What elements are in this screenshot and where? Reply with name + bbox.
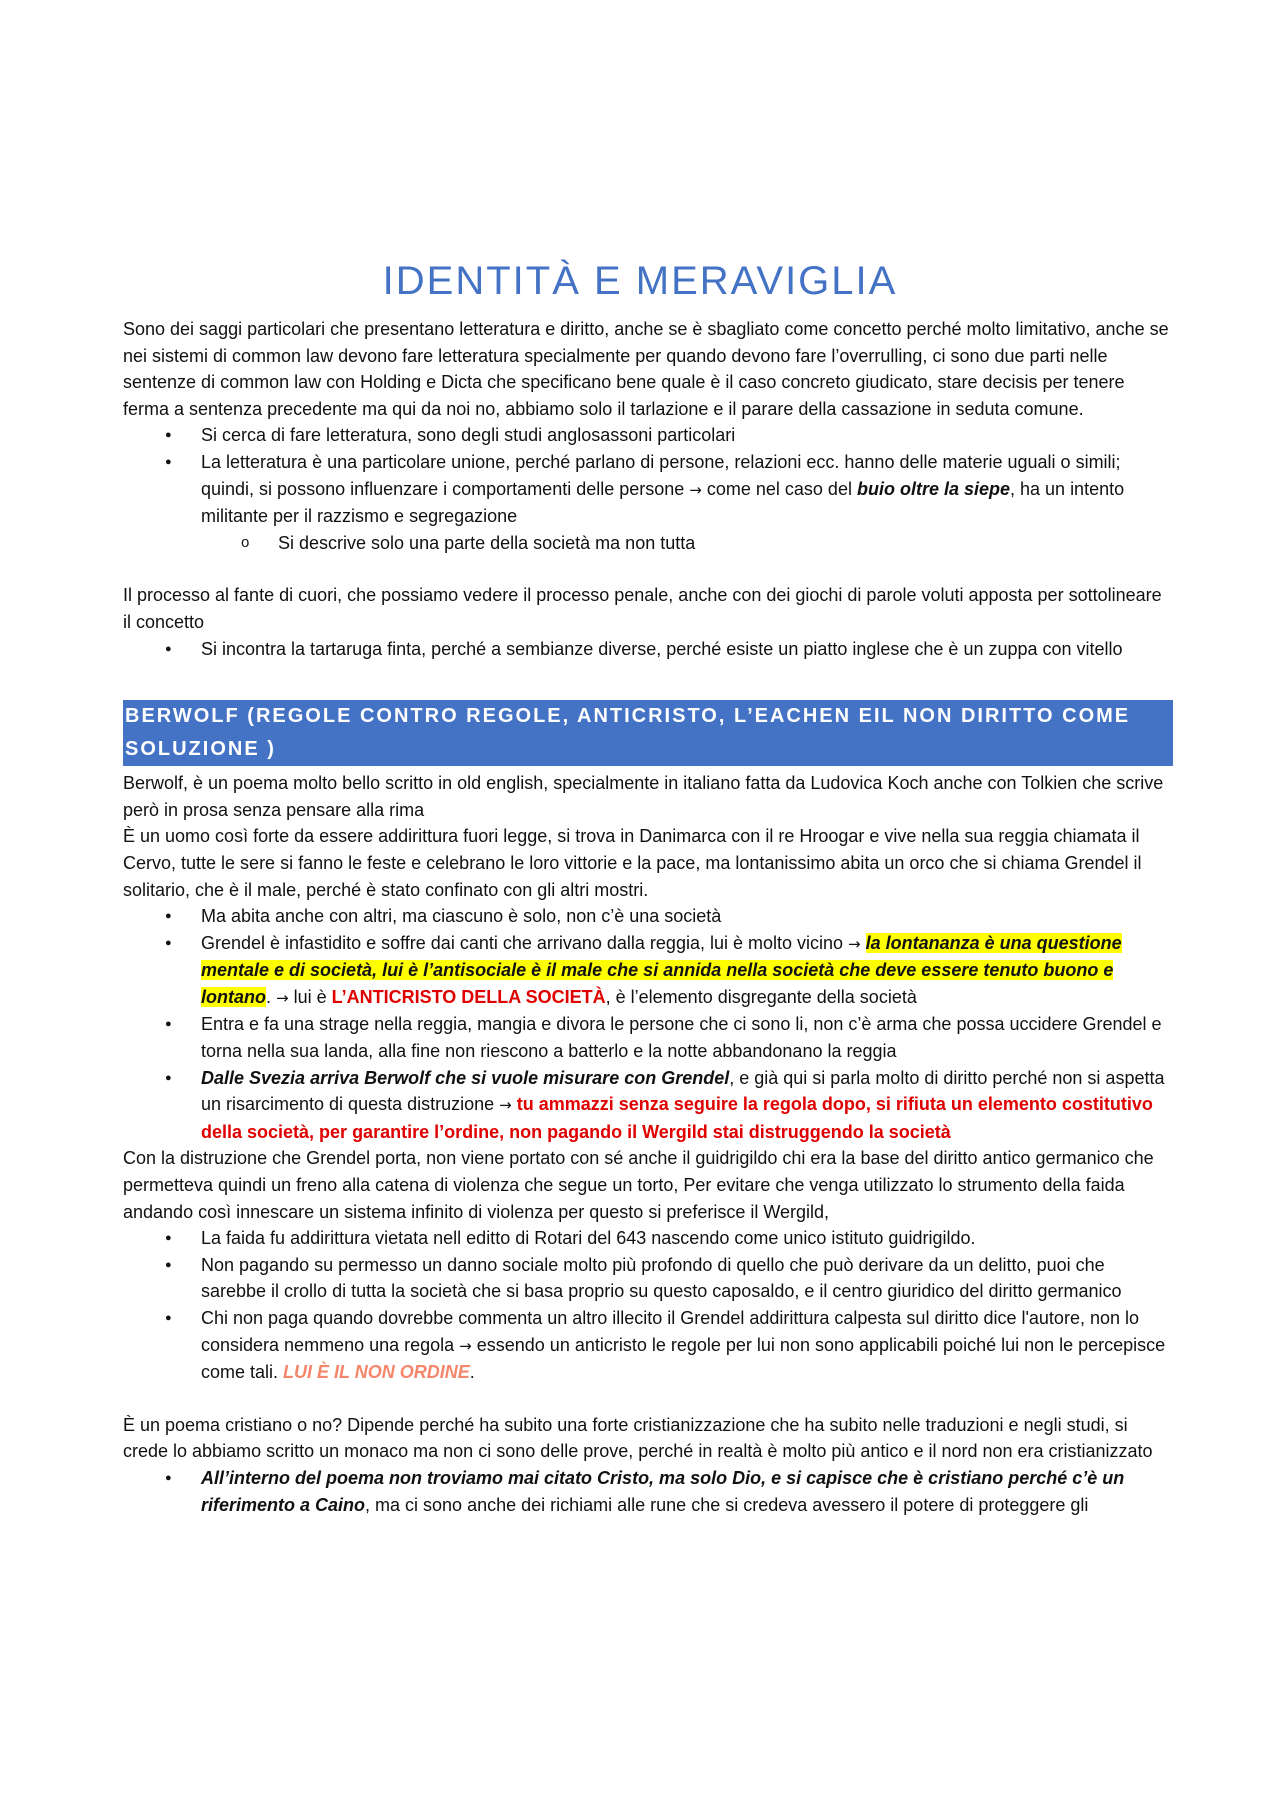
berwolf-paragraph-2: È un uomo così forte da essere addirittura fuori legge, si trova in Danimarca con il re Hroogar e vive nella sua reggia chiamata il Cervo, tutte le sere si fanno le feste e celebrano le loro vittorie e la pace, ma lontanissimo abita un orco che si chiama Grendel il solitario, che è il male, perché è stato confinato con gli altri mostri. [123,826,1142,900]
document-body [123,316,1173,1518]
list-item: ● All’interno del poema non troviamo mai citato Cristo, ma solo Dio, e si capisce che è cristiano perché c’è un riferimento a Caino, ma ci sono anche dei richiami alle rune che si credeva avessero il potere di proteggere gli [123,1465,1173,1518]
list-item: ● Si incontra la tartaruga finta, perché a sembianze diverse, perché esiste un piatto inglese che è un zuppa con vitello [123,636,1173,663]
berwolf-bullet-list [123,903,1173,1145]
list-item: ● La letteratura è una particolare unione, perché parlano di persone, relazioni ecc. hanno delle materie uguali o simili; quindi, si possono influenzare i comportamenti delle persone → come nel caso del buio oltre la siepe, ha un intento militante per il razzismo e segregazione [123,449,1173,530]
faida-bullet-list [123,1225,1173,1386]
processo-bullet-list [123,636,1173,663]
intro-paragraph: Sono dei saggi particolari che presentano letteratura e diritto, anche se è sbagliato come concetto perché molto limitativo, anche se nei sistemi di common law devono fare letteratura specialmente per quando devono fare l’overrulling, ci sono due parti nelle sentenze di common law con Holding e Dicta che specificano bene quale è il caso concreto giudicato, stare decisis per tenere ferma a sentenza precedente ma qui da noi no, abbiamo solo il tarlazione e il parare della cassazione in seduta comune. [123,319,1169,419]
list-item: ● Entra e fa una strage nella reggia, mangia e divora le persone che ci sono li, non c’è arma che possa uccidere Grendel e torna nella sua landa, alla fine non riescono a batterlo e la notte abbandonano la reggia [123,1011,1173,1064]
poema-paragraph: È un poema cristiano o no? Dipende perché ha subito una forte cristianizzazione che ha subito nelle traduzioni e negli studi, si crede lo abbiamo scritto un monaco ma non ci sono delle prove, perché in realtà è molto più antico e il nord non era cristianizzato [123,1414,1153,1462]
arrow-icon: → [459,1336,472,1355]
arrow-icon: → [689,480,702,499]
list-item: ● Chi non paga quando dovrebbe commenta un altro illecito il Grendel addirittura calpesta sul diritto dice l'autore, non lo considera nemmeno una regola → essendo un anticristo le regole per lui non sono applicabili poiché lui non le percepisce come tali. LUI È IL NON ORDINE. [123,1305,1173,1386]
list-item: ● Si cerca di fare letteratura, sono degli studi anglosassoni particolari [123,422,1173,449]
berwolf-paragraph-3: Con la distruzione che Grendel porta, non viene portato con sé anche il guidrigildo chi era la base del diritto antico germanico che permetteva quindi un freno alla catena di violenza che segue un torto, Per evitare che venga utilizzato lo strumento della faida andando così innescare un sistema infinito di violenza per questo si preferisce il Wergild, [123,1148,1154,1222]
sub-list-item: o Si descrive solo una parte della società ma non tutta [123,530,1173,557]
list-item: ● Ma abita anche con altri, ma ciascuno è solo, non c’è una società [123,903,1173,930]
intro-bullet-list [123,422,1173,556]
list-item: ● Non pagando su permesso un danno sociale molto più profondo di quello che può derivare da un delitto, puoi che sarebbe il crollo di tutta la società che si basa proprio su questo caposaldo, e il centro giuridico del diritto germanico [123,1252,1173,1305]
berwolf-paragraph-1: Berwolf, è un poema molto bello scritto in old english, specialmente in italiano fatta da Ludovica Koch anche con Tolkien che scrive però in prosa senza pensare alla rima [123,773,1164,820]
arrow-icon: → [848,934,861,953]
poema-bullet-list [123,1465,1173,1518]
list-item: ● Grendel è infastidito e soffre dai canti che arrivano dalla reggia, lui è molto vicino → la lontananza è una questione mentale e di società, lui è l’antisociale è il male che si annida nella società che deve essere tenuto buono e lontano. → lui è L’ANTICRISTO DELLA SOCIETÀ, è l’elemento disgregante della società [123,930,1173,1012]
document-title: IDENTITÀ E MERAVIGLIA [382,258,898,303]
highlighted-text: la lontananza è una questione mentale e di società, lui è l’antisociale è il male che si annida nella società che deve essere tenuto buono e lontano [201,932,1122,1007]
section-heading: BERWOLF (REGOLE CONTRO REGOLE, ANTICRISTO, L’EACHEN EIL NON DIRITTO COME SOLUZIONE ) [123,700,1173,766]
arrow-icon: → [499,1096,512,1115]
processo-paragraph: Il processo al fante di cuori, che possiamo vedere il processo penale, anche con dei giochi di parole voluti apposta per sottolineare il concetto [123,585,1162,632]
list-item: ● La faida fu addirittura vietata nell editto di Rotari del 643 nascendo come unico istituto guidrigildo. [123,1225,1173,1252]
list-item: ● Dalle Svezia arriva Berwolf che si vuole misurare con Grendel, e già qui si parla molto di diritto perché non si aspetta un risarcimento di questa distruzione → tu ammazzi senza seguire la regola dopo, si rifiuta un elemento costitutivo della società, per garantire l’ordine, non pagando il Wergild stai distruggendo la società [123,1065,1173,1146]
arrow-icon: → [276,988,289,1007]
